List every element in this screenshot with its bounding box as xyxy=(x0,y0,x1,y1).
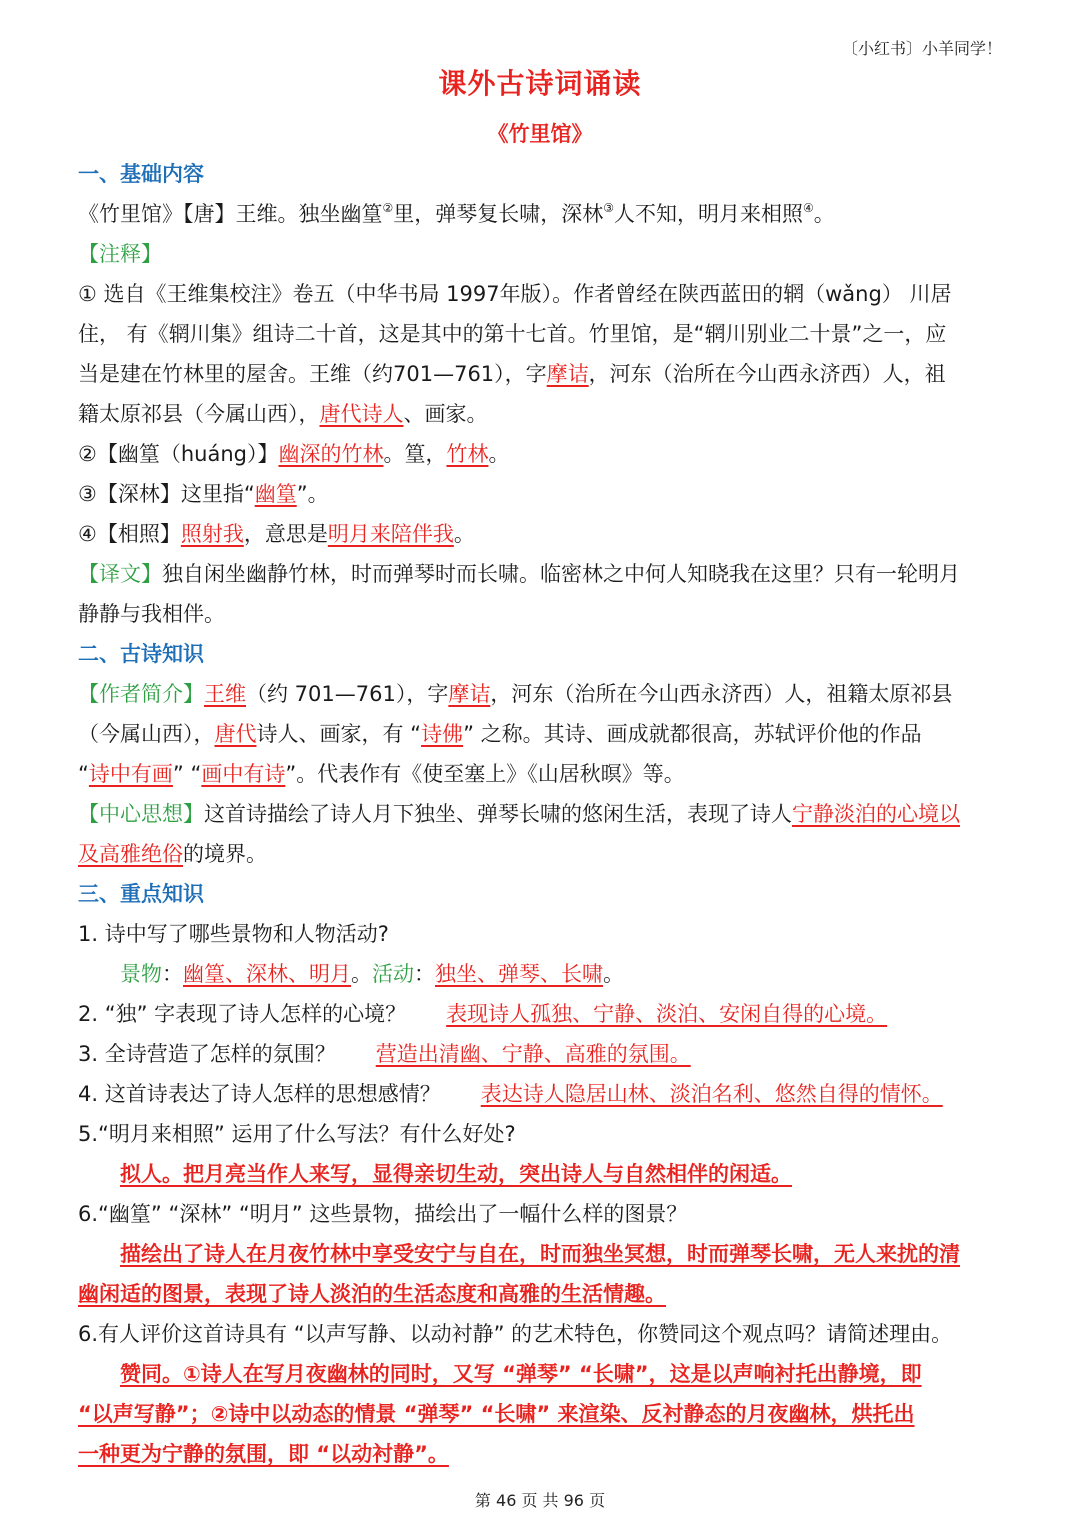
text: 诗人、画家，有 “ xyxy=(256,722,422,746)
poem-text xyxy=(78,194,1008,234)
answer-7-cont xyxy=(78,1434,1008,1474)
answer-label: 景物 xyxy=(120,962,162,986)
watermark: 〔小红书〕小羊同学！ xyxy=(841,39,1002,58)
answer-7-cont xyxy=(78,1394,1008,1434)
translation-label: 【译文】 xyxy=(78,562,162,586)
answer-5 xyxy=(78,1154,1008,1194)
text: ” “ xyxy=(172,762,202,786)
answer-label: 活动 xyxy=(372,962,414,986)
answer-text: 赞同。①诗人在写月夜幽林的同时，又写 “弹琴” “长啸”，这是以声响衬托出静境，即 xyxy=(120,1362,922,1386)
answer-text: 表达诗人隐居山林、淡泊名利、悠然自得的情怀。 xyxy=(480,1082,943,1106)
key-term: 幽深的竹林 xyxy=(278,442,384,466)
section-1-heading: 一、基础内容 xyxy=(78,162,204,186)
question-6: 6.“幽篁” “深林” “明月” 这些景物，描绘出了一幅什么样的图景？ xyxy=(78,1202,688,1226)
author-intro-cont xyxy=(78,714,1008,754)
text: （约 701—761），字 xyxy=(246,682,449,706)
note-2 xyxy=(78,434,1008,474)
text: 籍太原祁县（今属山西）， xyxy=(78,402,320,426)
poem-part: 里，弹琴复长啸，深林 xyxy=(393,202,604,226)
answer-text: 幽篁、深林、明月 xyxy=(183,962,351,986)
key-term: 摩诘 xyxy=(448,682,491,706)
key-term: 唐代 xyxy=(214,722,257,746)
text: 。 xyxy=(603,962,624,986)
key-term: 摩诘 xyxy=(546,362,589,386)
text: （今属山西）， xyxy=(78,722,215,746)
translation-cont: 静静与我相伴。 xyxy=(78,602,225,626)
poem-part: 。 xyxy=(813,202,835,226)
text: 独自闲坐幽静竹林，时而弹琴时而长啸。临密林之中何人知晓我在这里？只有一轮明月 xyxy=(162,562,960,586)
central-idea-cont xyxy=(78,834,1008,874)
key-term: 幽篁 xyxy=(254,482,297,506)
answer-text: 一种更为宁静的氛围，即 “以动衬静”。 xyxy=(78,1442,449,1466)
translation xyxy=(78,554,1008,594)
text: 这首诗描绘了诗人月下独坐、弹琴长啸的悠闲生活，表现了诗人 xyxy=(204,802,792,826)
question-text: 3. 全诗营造了怎样的氛围？ xyxy=(78,1042,336,1066)
poem-part: 人不知，明月来相照 xyxy=(614,202,804,226)
question-text: 4. 这首诗表达了诗人怎样的思想感情？ xyxy=(78,1082,441,1106)
note-1-line xyxy=(78,394,1008,434)
answer-text: 独坐、弹琴、长啸 xyxy=(435,962,603,986)
answer-6-cont xyxy=(78,1274,1008,1314)
author-label: 【作者简介】 xyxy=(78,682,204,706)
question-7: 6.有人评价这首诗具有 “以声写静、以动衬静” 的艺术特色，你赞同这个观点吗？请简述理由。 xyxy=(78,1322,953,1346)
key-term: 王维 xyxy=(204,682,246,706)
answer-text: 拟人。把月亮当作人来写，显得亲切生动，突出诗人与自然相伴的闲适。 xyxy=(120,1162,792,1186)
notes-label: 【注释】 xyxy=(78,242,162,266)
key-term: 画中有诗 xyxy=(201,762,286,786)
central-idea-label: 【中心思想】 xyxy=(78,802,204,826)
note-1-line: ① 选自《王维集校注》卷五（中华书局 1997年版）。作者曾经在陕西蓝田的辋（wǎng） 川居 xyxy=(78,282,952,306)
note-1-line: 住， 有《辋川集》组诗二十首，这是其中的第十七首。竹里馆，是“辋川别业二十景”之一，应 xyxy=(78,322,947,346)
answer-text: 表现诗人孤独、宁静、淡泊、安闲自得的心境。 xyxy=(446,1002,888,1026)
text: 。 xyxy=(488,442,510,466)
text: ③【深林】这里指“ xyxy=(78,482,255,506)
text: ④【相照】 xyxy=(78,522,181,546)
question-text: 2. “独” 字表现了诗人怎样的心境？ xyxy=(78,1002,407,1026)
question-5: 5.“明月来相照” 运用了什么写法？有什么好处? xyxy=(78,1122,516,1146)
key-term: 宁静淡泊的心境以 xyxy=(792,802,960,826)
author-intro xyxy=(78,674,1008,714)
note-mark: ③ xyxy=(603,201,615,215)
key-term: 诗中有画 xyxy=(88,762,173,786)
document-body xyxy=(78,154,1008,1474)
text: ，河东（治所在今山西永济西）人，祖 xyxy=(588,362,946,386)
poem-title: 《竹里馆》 xyxy=(487,122,593,146)
key-term: 照射我 xyxy=(180,522,244,546)
note-mark: ② xyxy=(382,201,394,215)
key-term: 唐代诗人 xyxy=(319,402,404,426)
key-term: 明月来陪伴我 xyxy=(327,522,454,546)
answer-1 xyxy=(78,954,1008,994)
question-1: 1. 诗中写了哪些景物和人物活动? xyxy=(78,922,389,946)
question-3 xyxy=(78,1034,1008,1074)
text: 。篁， xyxy=(383,442,447,466)
key-term: 竹林 xyxy=(446,442,489,466)
question-4 xyxy=(78,1074,1008,1114)
section-3-heading: 三、重点知识 xyxy=(78,882,204,906)
section-2-heading: 二、古诗知识 xyxy=(78,642,204,666)
text: 的境界。 xyxy=(183,842,267,866)
text: ： xyxy=(162,962,183,986)
text: ，河东（治所在今山西永济西）人，祖籍太原祁县 xyxy=(490,682,953,706)
text: ” 之称。其诗、画成就都很高，苏轼评价他的作品 xyxy=(463,722,922,746)
answer-text: 幽闲适的图景，表现了诗人淡泊的生活态度和高雅的生活情趣。 xyxy=(78,1282,666,1306)
text: 。 xyxy=(351,962,372,986)
answer-text: 描绘出了诗人在月夜竹林中享受安宁与自在，时而独坐冥想，时而弹琴长啸，无人来扰的清 xyxy=(120,1242,960,1266)
note-4 xyxy=(78,514,1008,554)
key-term: 诗佛 xyxy=(421,722,464,746)
key-term: 及高雅绝俗 xyxy=(78,842,183,866)
central-idea xyxy=(78,794,1008,834)
page-title: 课外古诗词诵读 xyxy=(438,67,642,100)
text: ”。代表作有《使至塞上》《山居秋暝》等。 xyxy=(285,762,685,786)
page-number: 第 46 页 共 96 页 xyxy=(474,1491,606,1510)
poem-part: 《竹里馆》【唐】王维。独坐幽篁 xyxy=(78,202,383,226)
text: 、画家。 xyxy=(403,402,488,426)
text: ”。 xyxy=(296,482,329,506)
text: 。 xyxy=(453,522,475,546)
answer-7 xyxy=(78,1354,1008,1394)
note-mark: ④ xyxy=(803,201,814,215)
text: ： xyxy=(414,962,435,986)
text: “ xyxy=(78,762,89,786)
answer-6 xyxy=(78,1234,1008,1274)
text: 当是建在竹林里的屋舍。王维（约701—761），字 xyxy=(78,362,547,386)
answer-text: 营造出清幽、宁静、高雅的氛围。 xyxy=(375,1042,691,1066)
text: ，意思是 xyxy=(243,522,328,546)
author-intro-cont xyxy=(78,754,1008,794)
note-1-line xyxy=(78,354,1008,394)
text: ②【幽篁（huáng）】 xyxy=(78,442,279,466)
note-3 xyxy=(78,474,1008,514)
question-2 xyxy=(78,994,1008,1034)
answer-text: “以声写静”；②诗中以动态的情景 “弹琴” “长啸” 来渲染、反衬静态的月夜幽林，烘托出 xyxy=(78,1402,915,1426)
